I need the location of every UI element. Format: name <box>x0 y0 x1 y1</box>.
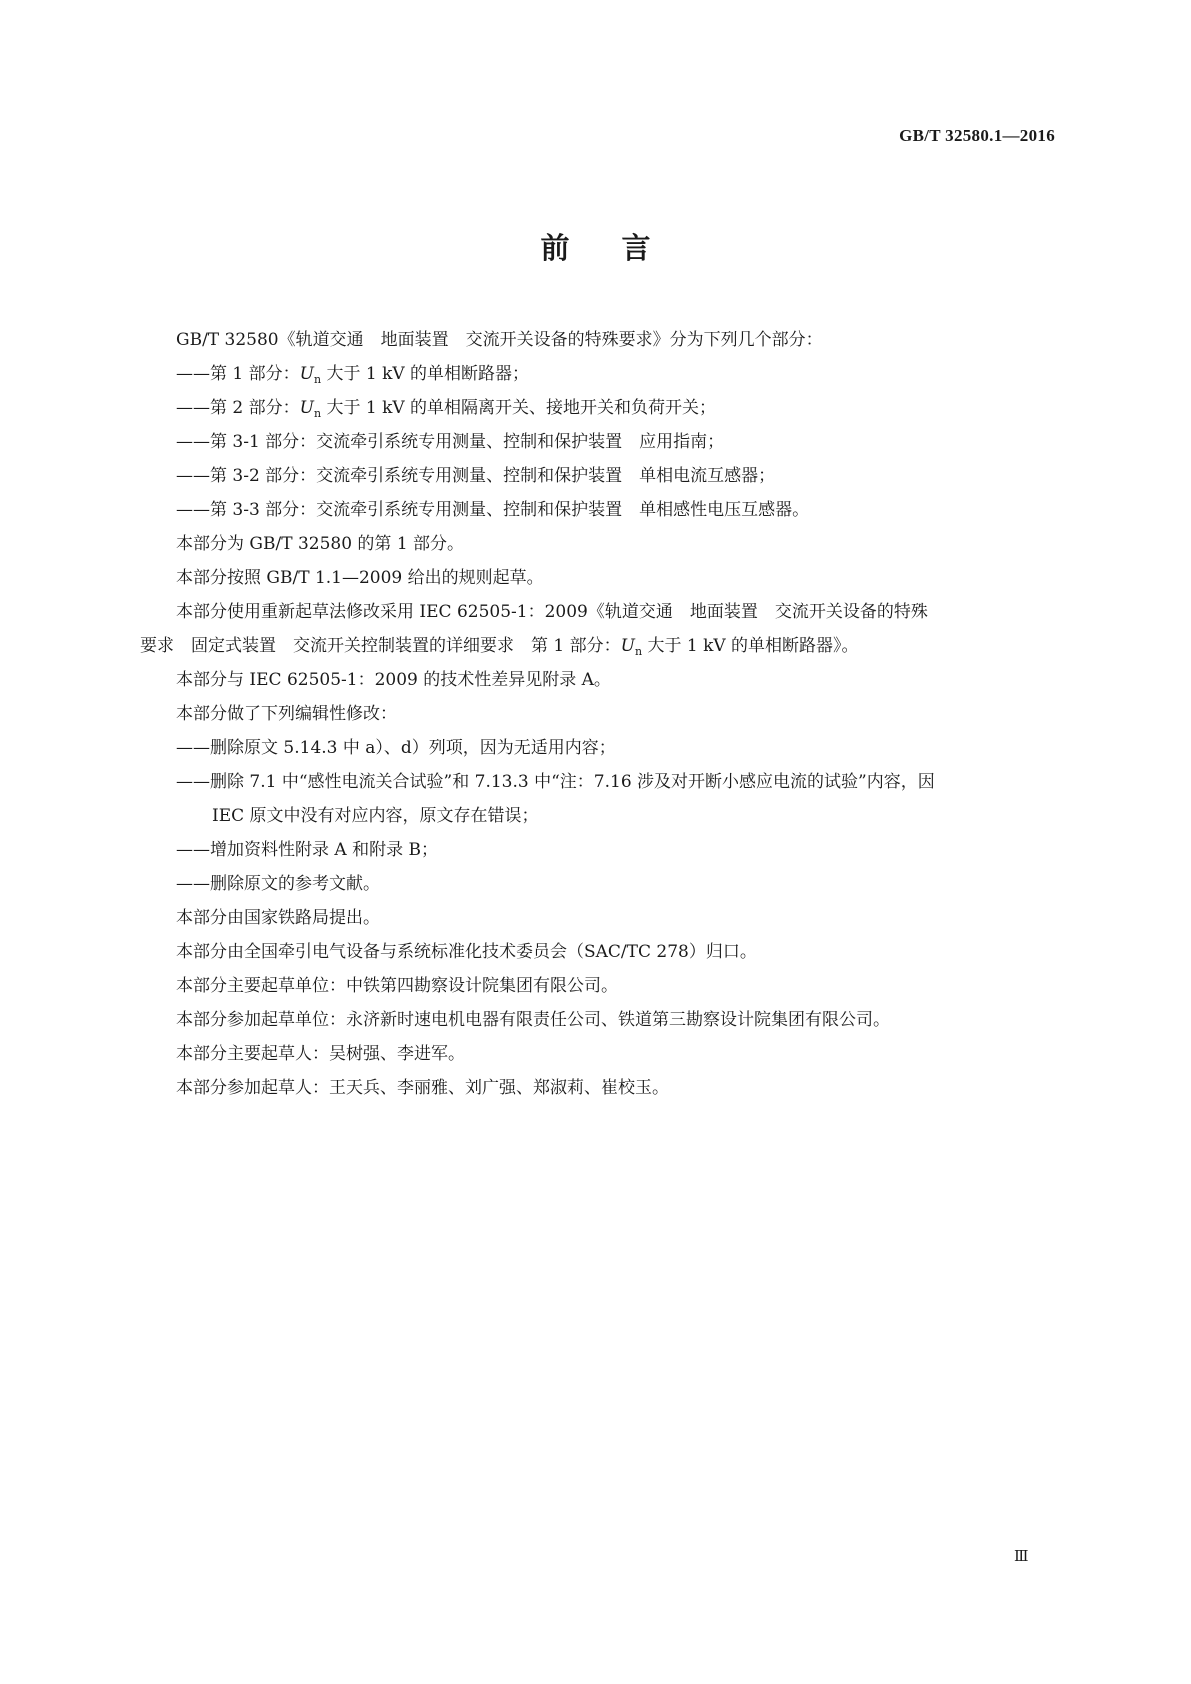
paragraph: 本部分为 GB/T 32580 的第 1 部分。 <box>176 534 465 554</box>
paragraph: 本部分由国家铁路局提出。 <box>176 908 380 928</box>
paragraph: 本部分使用重新起草法修改采用 IEC 62505-1：2009《轨道交通 地面装置 交流开关设备的特殊 <box>176 602 928 622</box>
list-item-edit-4: ——删除原文的参考文献。 <box>176 874 380 894</box>
intro-paragraph: GB/T 32580《轨道交通 地面装置 交流开关设备的特殊要求》分为下列几个部分： <box>176 330 823 350</box>
document-body <box>140 323 1055 1105</box>
paragraph: 本部分按照 GB/T 1.1—2009 给出的规则起草。 <box>176 568 544 588</box>
list-item-part-3-3: ——第 3-3 部分：交流牵引系统专用测量、控制和保护装置 单相感性电压互感器。 <box>176 500 810 520</box>
list-item-edit-2-continuation: IEC 原文中没有对应内容，原文存在错误； <box>212 806 539 826</box>
list-item-edit-3: ——增加资料性附录 A 和附录 B； <box>176 840 438 860</box>
paragraph: 本部分主要起草人：吴树强、李进军。 <box>176 1044 465 1064</box>
list-item-part-3-1: ——第 3-1 部分：交流牵引系统专用测量、控制和保护装置 应用指南； <box>176 432 725 452</box>
page-title: 前言 <box>540 231 703 265</box>
paragraph-continuation: 要求 固定式装置 交流开关控制装置的详细要求 第 1 部分：$U_n$ 大于 1 kV 的单相断路器》。 <box>140 636 859 658</box>
list-item-edit-2: ——删除 7.1 中“感性电流关合试验”和 7.13.3 中“注：7.16 涉及对开断小感应电流的试验”内容，因 <box>176 772 935 792</box>
paragraph: 本部分参加起草单位：永济新时速电机电器有限责任公司、铁道第三勘察设计院集团有限公司。 <box>176 1010 890 1030</box>
paragraph: 本部分与 IEC 62505-1：2009 的技术性差异见附录 A。 <box>176 670 611 690</box>
paragraph: 本部分做了下列编辑性修改： <box>176 704 397 724</box>
list-item-part-1: ——第 1 部分：$U_n$ 大于 1 kV 的单相断路器； <box>176 364 530 386</box>
paragraph: 本部分参加起草人：王天兵、李丽雅、刘广强、郑淑莉、崔校玉。 <box>176 1078 669 1098</box>
list-item-part-3-2: ——第 3-2 部分：交流牵引系统专用测量、控制和保护装置 单相电流互感器； <box>176 466 776 486</box>
list-item-edit-1: ——删除原文 5.14.3 中 a）、d）列项，因为无适用内容； <box>176 738 616 758</box>
standard-number: GB/T 32580.1—2016 <box>899 126 1055 145</box>
paragraph: 本部分由全国牵引电气设备与系统标准化技术委员会（SAC/TC 278）归口。 <box>176 942 757 962</box>
list-item-part-2: ——第 2 部分：$U_n$ 大于 1 kV 的单相隔离开关、接地开关和负荷开关； <box>176 398 717 420</box>
paragraph: 本部分主要起草单位：中铁第四勘察设计院集团有限公司。 <box>176 976 618 996</box>
page-number: Ⅲ <box>1014 1549 1029 1565</box>
